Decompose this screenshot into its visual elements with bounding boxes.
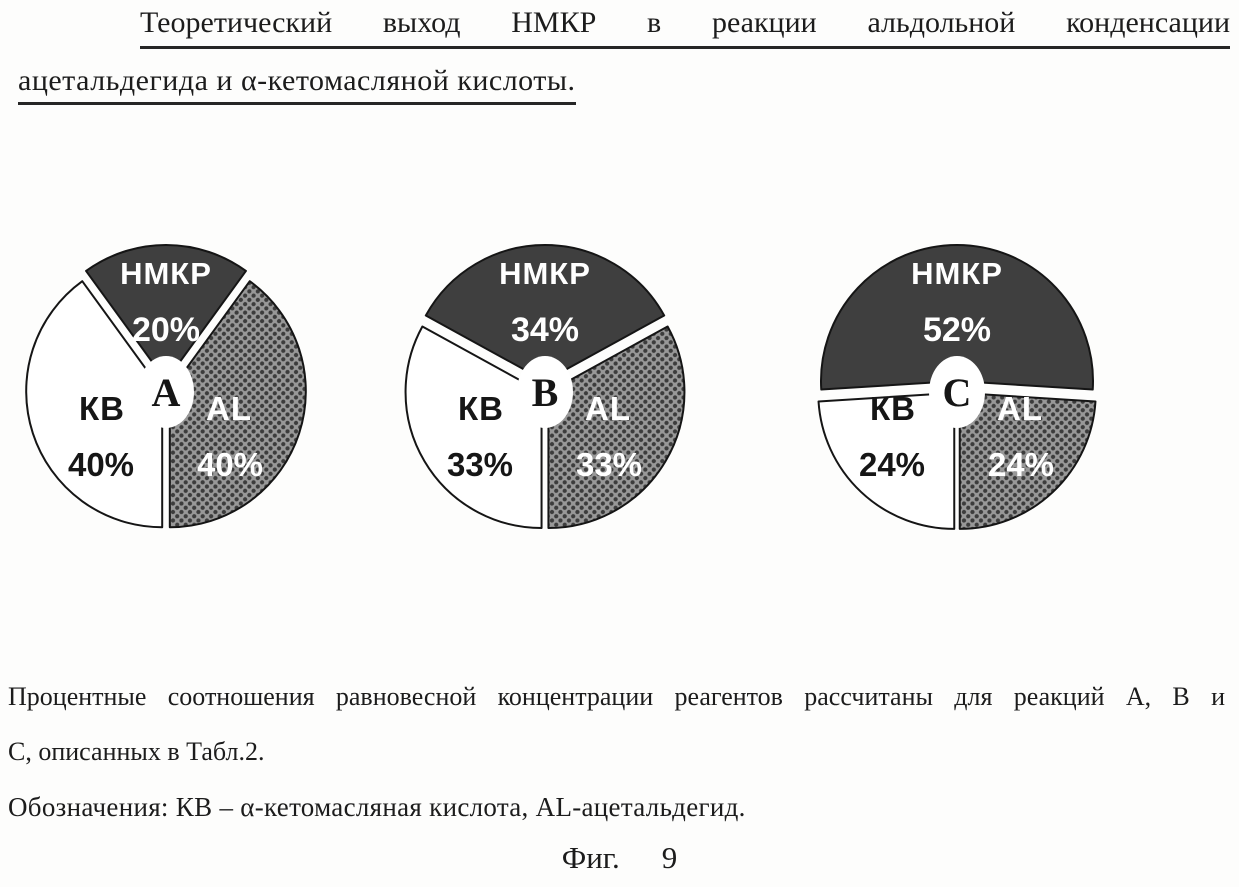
legend-line: Обозначения: КВ – α-кетомасляная кислота, AL-ацетальдегид. xyxy=(8,792,746,822)
figure-title-line1: Теоретический выход НМКР в реакции альдольной конденсации xyxy=(140,6,1230,49)
slice-label-hmkp: НМКР xyxy=(499,256,591,291)
slice-percent-al: 24% xyxy=(987,446,1055,483)
slice-percent-hmkp: 52% xyxy=(922,311,992,349)
slice-label-al: AL xyxy=(997,390,1043,427)
center-letter: A xyxy=(151,370,181,415)
slice-percent-kb: 33% xyxy=(446,446,514,483)
slice-percent-kb: 40% xyxy=(67,446,135,483)
figure-caption xyxy=(0,840,1239,876)
figure-title-line2: ацетальдегида и α-кетомасляной кислоты. xyxy=(18,64,576,105)
slice-label-hmkp: НМКР xyxy=(911,256,1003,291)
slice-percent-al: 40% xyxy=(196,446,264,483)
center-letter: C xyxy=(942,370,972,415)
slice-percent-hmkp: 20% xyxy=(131,311,201,349)
pie-chart-a xyxy=(16,232,316,542)
slice-label-kb: КВ xyxy=(870,390,916,427)
figure-label: Фиг. xyxy=(561,840,620,875)
slice-percent-kb: 24% xyxy=(858,446,926,483)
slice-percent-al: 33% xyxy=(575,446,643,483)
slice-label-hmkp: НМКР xyxy=(120,256,212,291)
slice-label-al: AL xyxy=(585,390,631,427)
pie-chart-c xyxy=(807,232,1107,542)
figure-number: 9 xyxy=(661,840,678,875)
slice-label-kb: КВ xyxy=(79,390,125,427)
slice-label-al: AL xyxy=(206,390,252,427)
slice-label-kb: КВ xyxy=(458,390,504,427)
center-letter: B xyxy=(531,370,559,415)
slice-percent-hmkp: 34% xyxy=(510,311,580,349)
pie-chart-b xyxy=(395,232,695,542)
caption-line1: Процентные соотношения равновесной концентрации реагентов рассчитаны для реакций А, В и xyxy=(8,682,1225,711)
caption-line2: С, описанных в Табл.2. xyxy=(8,737,265,766)
